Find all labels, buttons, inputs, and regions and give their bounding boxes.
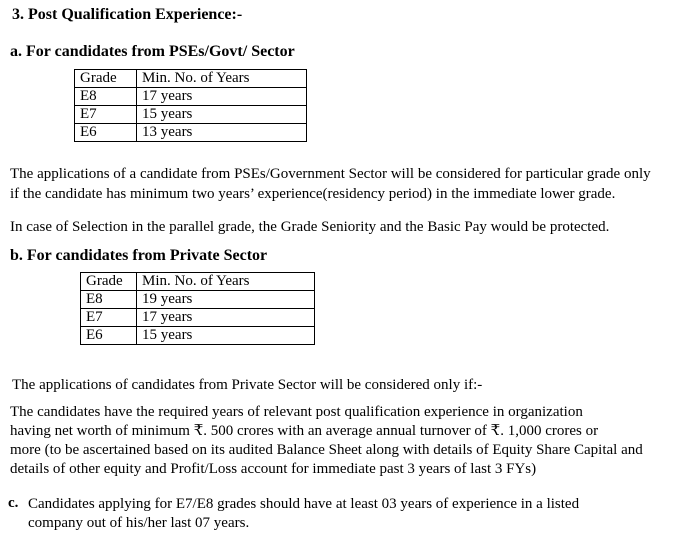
paragraph-line: details of other equity and Profit/Loss account for immediate past 3 years of last 3 FYs) [10, 461, 537, 477]
years-cell: 15 years [137, 106, 307, 124]
pse-grade-table [74, 69, 307, 142]
parallel-grade-paragraph: In case of Selection in the parallel grade, the Grade Seniority and the Basic Pay would be protected. [10, 219, 610, 235]
section-heading: 3. Post Qualification Experience:- [12, 6, 243, 23]
paragraph-line: if the candidate has minimum two years’ experience(residency period) in the immediate lower grade. [10, 186, 616, 202]
pse-eligibility-paragraph [10, 164, 686, 204]
years-header: Min. No. of Years [137, 273, 315, 291]
years-cell: 17 years [137, 309, 315, 327]
table-header-row [81, 273, 315, 291]
table-row [75, 88, 307, 106]
grade-header: Grade [75, 70, 137, 88]
paragraph-line: The applications of a candidate from PSEs/Government Sector will be considered for particular grade only [10, 166, 651, 182]
table-row [75, 124, 307, 142]
grade-cell: E6 [81, 327, 137, 345]
paragraph-line: company out of his/her last 07 years. [28, 515, 250, 531]
paragraph-line: Candidates applying for E7/E8 grades should have at least 03 years of experience in a listed [28, 496, 580, 512]
table-row [75, 106, 307, 124]
grade-cell: E7 [81, 309, 137, 327]
paragraph-line: The candidates have the required years of relevant post qualification experience in organization [10, 404, 583, 420]
grade-cell: E8 [81, 291, 137, 309]
years-cell: 15 years [137, 327, 315, 345]
grade-cell: E6 [75, 124, 137, 142]
grade-cell: E8 [75, 88, 137, 106]
private-sector-condition-intro: The applications of candidates from Private Sector will be considered only if:- [12, 377, 483, 393]
grade-cell: E7 [75, 106, 137, 124]
grade-header: Grade [81, 273, 137, 291]
paragraph-line: more (to be ascertained based on its audited Balance Sheet along with details of Equity Share Capital and [10, 442, 643, 458]
private-grade-table [80, 272, 315, 345]
section-a-title: a. For candidates from PSEs/Govt/ Sector [10, 43, 295, 60]
table-row [81, 309, 315, 327]
section-b-title: b. For candidates from Private Sector [10, 247, 268, 264]
years-cell: 19 years [137, 291, 315, 309]
table-row [81, 327, 315, 345]
table-header-row [75, 70, 307, 88]
private-sector-criteria-paragraph [10, 403, 686, 479]
paragraph-line: having net worth of minimum ₹. 500 crores with an average annual turnover of ₹. 1,000 crores or [10, 423, 599, 439]
years-cell: 17 years [137, 88, 307, 106]
years-cell: 13 years [137, 124, 307, 142]
section-c-marker: c. [8, 495, 19, 511]
years-header: Min. No. of Years [137, 70, 307, 88]
table-row [81, 291, 315, 309]
section-c-paragraph [28, 495, 686, 533]
